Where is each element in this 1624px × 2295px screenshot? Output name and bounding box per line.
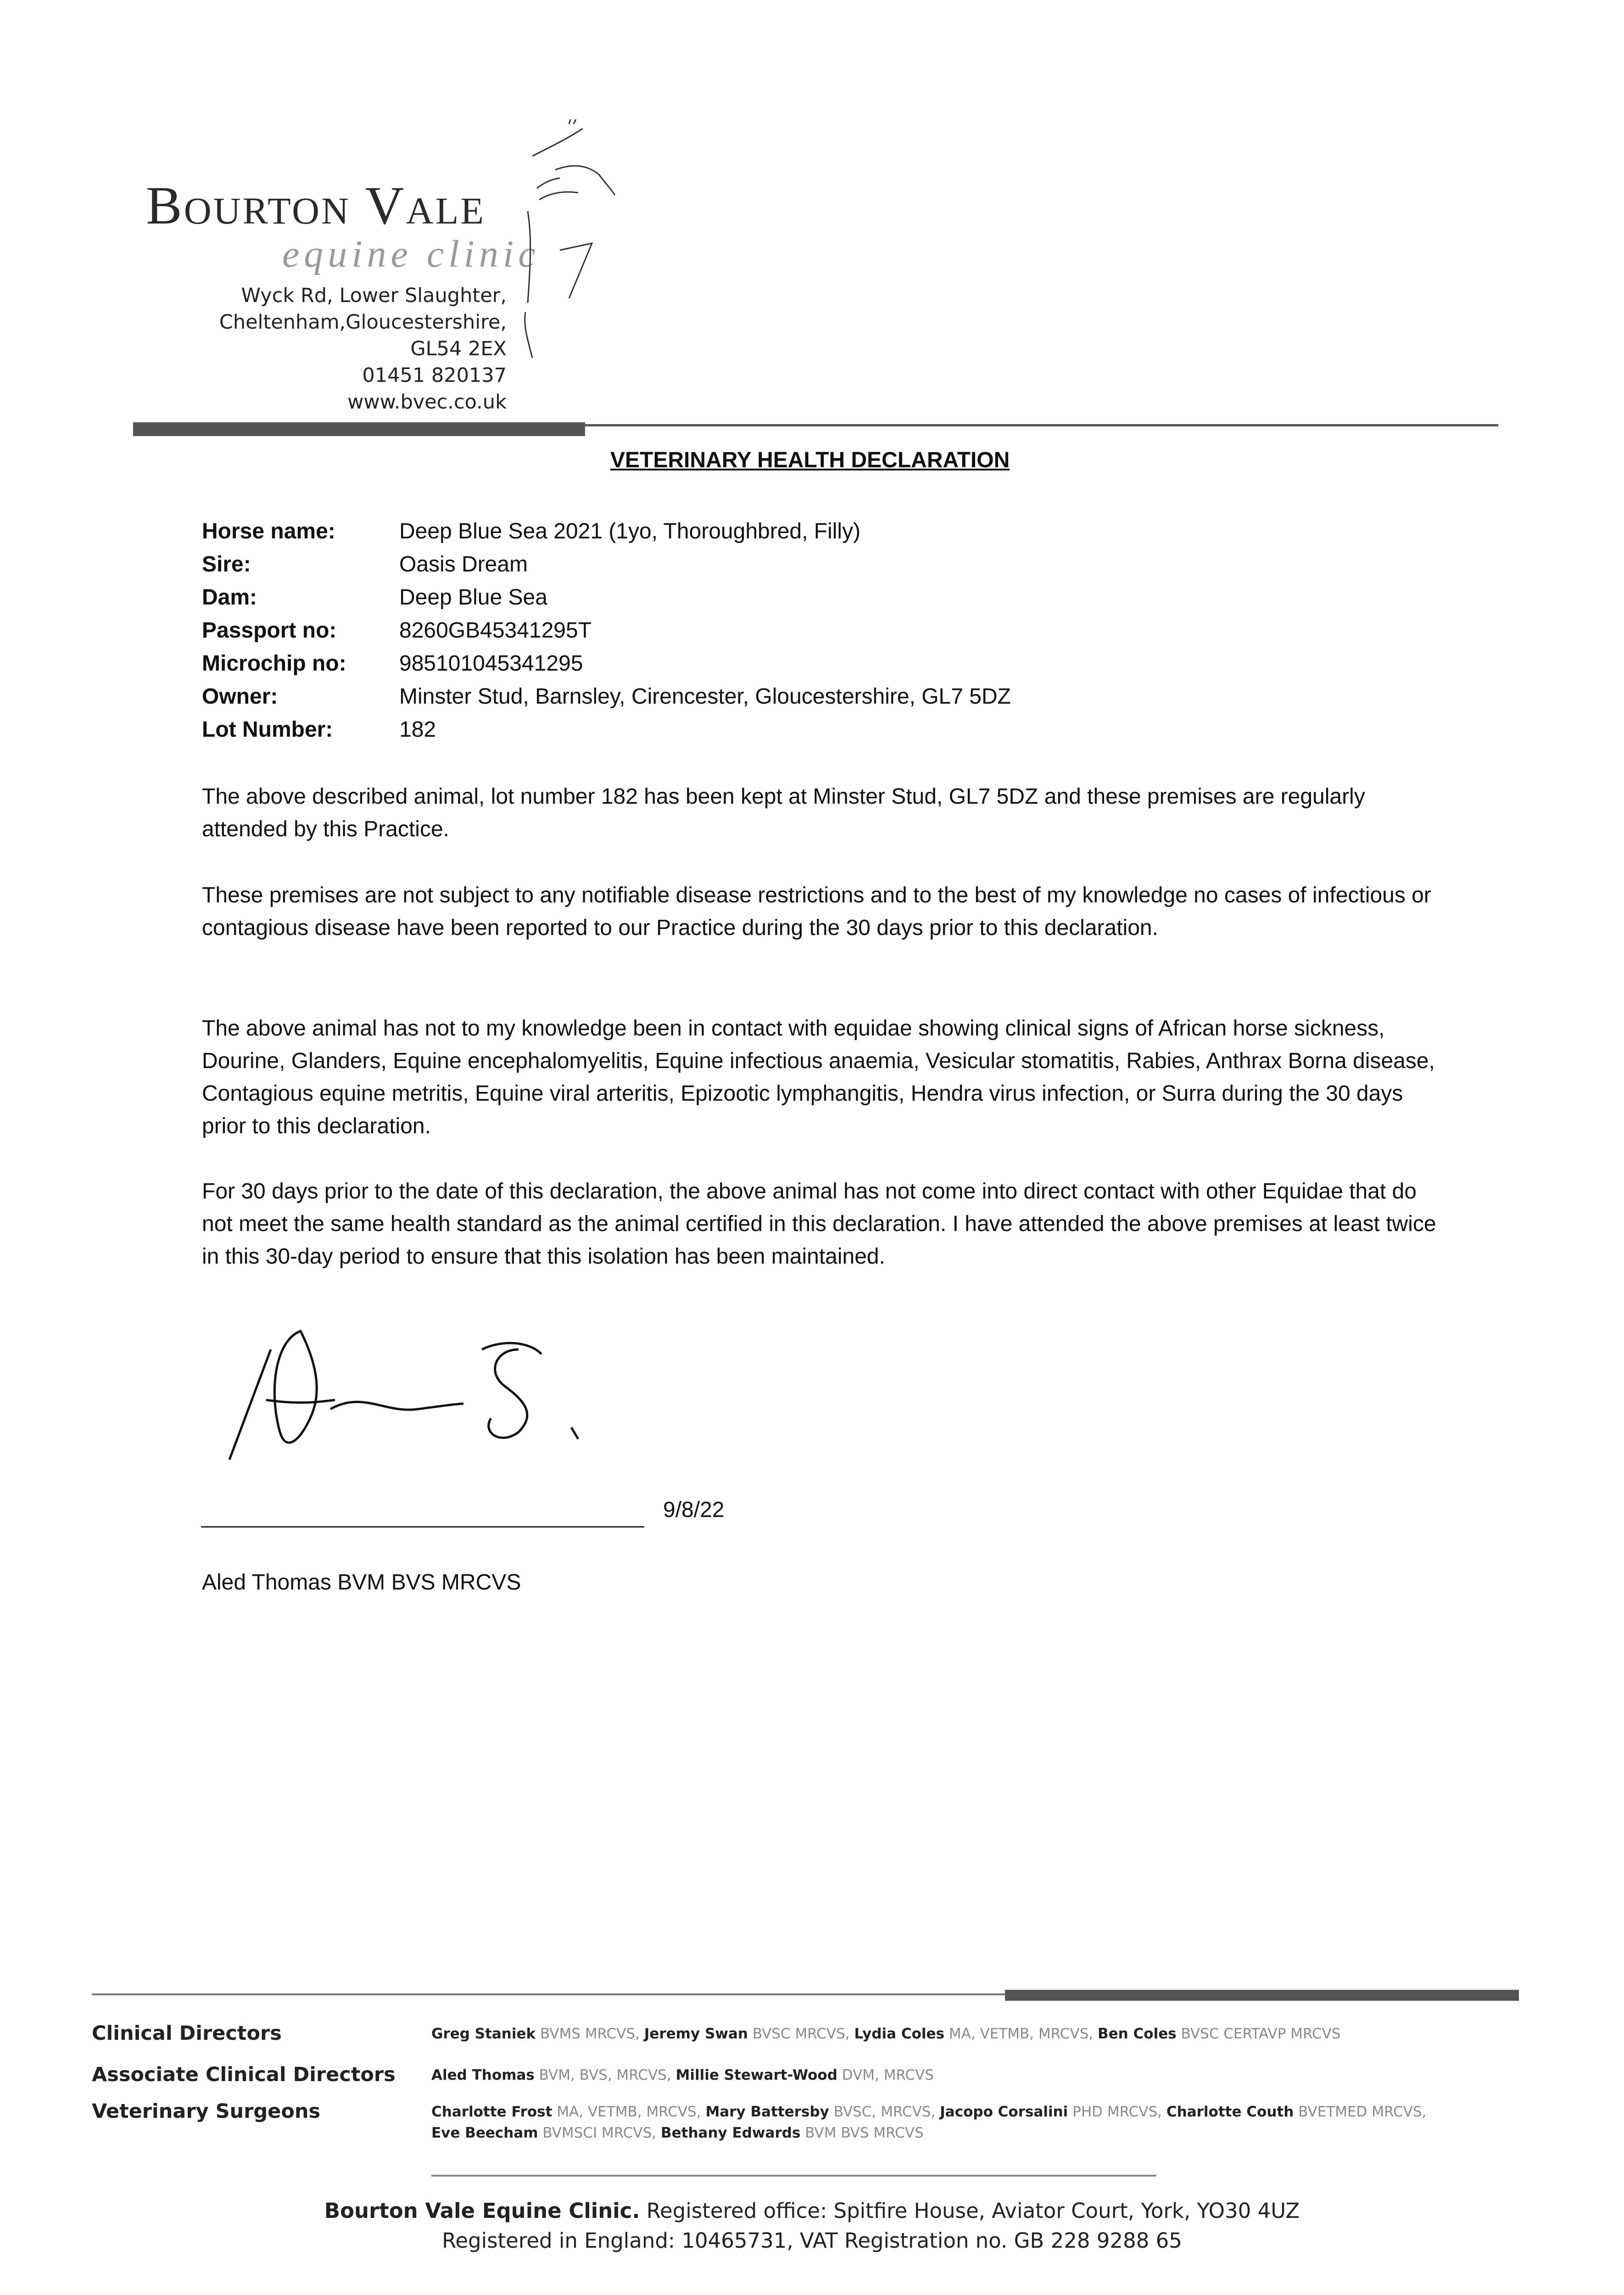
director-quals: MA, VETMB, MRCVS, (949, 2026, 1094, 2042)
associate-directors-list (431, 2065, 934, 2086)
surgeon-quals: BVETMED MRCVS, (1298, 2104, 1427, 2120)
director-quals: BVMS MRCVS, (540, 2026, 640, 2042)
director-quals: BVSC CERTAVP MRCVS (1181, 2026, 1341, 2042)
veterinary-surgeons-list (431, 2101, 1426, 2144)
phone-number: 01451 820137 (362, 364, 507, 387)
surgeon-quals: BVM BVS MRCVS (805, 2125, 924, 2141)
declaration-paragraph-2: These premises are not subject to any notifiable disease restrictions and to the best of my knowledge no cases of infectious or contagious disease have been reported to our Practice during the 30 days prior to this declaration. (202, 883, 1431, 940)
detail-label: Lot Number: (202, 717, 333, 742)
address-line-3: GL54 2EX (410, 337, 507, 360)
declaration-paragraph-1: The above described animal, lot number 182 has been kept at Minster Stud, GL7 5DZ and these premises are regularly attended by this Practice. (202, 784, 1365, 841)
director-name: Jeremy Swan (644, 2026, 748, 2042)
signature-line (201, 1526, 644, 1528)
detail-label: Passport no: (202, 618, 337, 643)
clinical-directors-label: Clinical Directors (92, 2022, 282, 2045)
clinic-name: Bourton Vale (146, 175, 486, 235)
surgeon-name: Eve Beecham (431, 2125, 538, 2141)
veterinary-surgeons-label: Veterinary Surgeons (92, 2100, 321, 2123)
surgeon-quals: BVMSCI MRCVS, (542, 2125, 657, 2141)
registered-office (0, 2199, 1624, 2223)
footer-divider-mid (431, 2175, 1156, 2177)
surgeon-name: Charlotte Frost (431, 2104, 552, 2120)
address-line-2: Cheltenham,Gloucestershire, (219, 311, 507, 334)
clinic-subtitle: equine clinic (282, 233, 540, 275)
header-divider-thick (133, 422, 585, 436)
surgeons-line-1 (431, 2101, 1426, 2122)
detail-value: 985101045341295 (399, 651, 583, 676)
detail-label: Dam: (202, 585, 257, 610)
associate-quals: BVM, BVS, MRCVS, (539, 2067, 671, 2083)
surgeon-name: Bethany Edwards (660, 2125, 801, 2141)
detail-label: Microchip no: (202, 651, 346, 676)
detail-value: Oasis Dream (399, 552, 528, 577)
detail-value: 8260GB45341295T (399, 618, 592, 643)
surgeon-quals: MA, VETMB, MRCVS, (557, 2104, 701, 2120)
associate-quals: DVM, MRCVS (842, 2067, 934, 2083)
surgeon-name: Jacopo Corsalini (940, 2104, 1068, 2120)
detail-value: 182 (399, 717, 436, 742)
footer-divider-thin (92, 1993, 1005, 1995)
registered-office-address: Registered office: Spitfire House, Aviator Court, York, YO30 4UZ (646, 2199, 1300, 2223)
detail-label: Horse name: (202, 519, 335, 543)
header-divider-thin (585, 424, 1498, 426)
detail-label: Owner: (202, 684, 278, 709)
clinic-legal-name: Bourton Vale Equine Clinic. (324, 2199, 640, 2223)
surgeon-name: Charlotte Couth (1166, 2104, 1294, 2120)
associate-name: Millie Stewart-Wood (675, 2067, 837, 2083)
declaration-paragraph-3: The above animal has not to my knowledge been in contact with equidae showing clinical signs of African horse sickness, Dourine, Glanders, Equine encephalomyelitis, Equine infectious anaemia, Vesicular stomatitis, Rabies, Anthrax Borna disease, Contagious equine metritis, Equine viral arteritis, Epizootic lymphangitis, Hendra virus infection, or Surra during the 30 days prior to this declaration. (202, 1016, 1435, 1138)
declaration-paragraph-4: For 30 days prior to the date of this declaration, the above animal has not come into direct contact with other Equidae that do not meet the same health standard as the animal certified in this declaration. I have attended the above premises at least twice in this 30-day period to ensure that this isolation has been maintained. (202, 1179, 1436, 1269)
director-quals: BVSC MRCVS, (752, 2026, 850, 2042)
signature-date: 9/8/22 (663, 1498, 725, 1522)
website: www.bvec.co.uk (347, 391, 507, 414)
footer-divider-thick (1005, 1990, 1519, 2001)
associate-name: Aled Thomas (431, 2067, 535, 2083)
director-name: Ben Coles (1098, 2026, 1177, 2042)
signer-name: Aled Thomas BVM BVS MRCVS (202, 1570, 521, 1595)
surgeon-quals: BVSC, MRCVS, (833, 2104, 936, 2120)
detail-value: Deep Blue Sea (399, 585, 547, 610)
surgeon-quals: PHD MRCVS, (1072, 2104, 1162, 2120)
surgeons-line-2 (431, 2122, 1426, 2144)
detail-value: Deep Blue Sea 2021 (1yo, Thoroughbred, Filly) (399, 519, 861, 543)
horse-logo-icon (519, 119, 624, 376)
document-title: VETERINARY HEALTH DECLARATION (610, 448, 1010, 472)
detail-label: Sire: (202, 552, 251, 577)
associate-directors-label: Associate Clinical Directors (92, 2063, 396, 2086)
clinical-directors-list (431, 2023, 1341, 2044)
surgeon-name: Mary Battersby (705, 2104, 829, 2120)
director-name: Greg Staniek (431, 2026, 536, 2042)
detail-value: Minster Stud, Barnsley, Cirencester, Gloucestershire, GL7 5DZ (399, 684, 1011, 709)
registration-details: Registered in England: 10465731, VAT Registration no. GB 228 9288 65 (442, 2228, 1182, 2253)
director-name: Lydia Coles (854, 2026, 945, 2042)
handwritten-signature (225, 1322, 610, 1469)
address-line-1: Wyck Rd, Lower Slaughter, (241, 284, 507, 307)
